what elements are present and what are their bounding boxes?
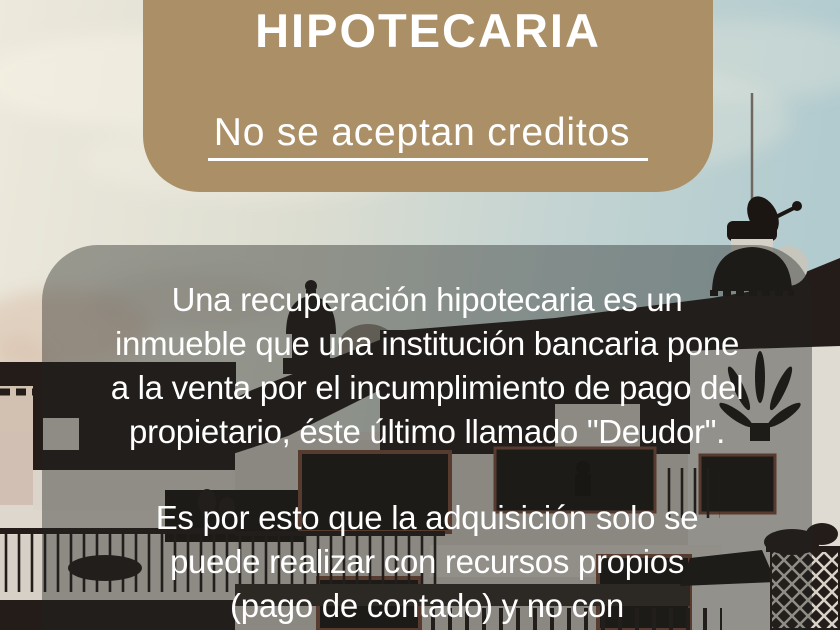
paragraph-line: inmueble que una institución bancaria pone <box>114 325 740 362</box>
paragraph-line: (pago de contado) y no con <box>230 587 624 624</box>
banner-subtitle <box>143 112 713 154</box>
paragraph-line: a la venta por el incumplimiento de pago del <box>110 369 744 406</box>
banner-title: HIPOTECARIA <box>255 4 601 57</box>
paragraph-line: propietario, éste último llamado "Deudor". <box>129 413 725 450</box>
paragraph-line: Es por esto que la adquisición solo se <box>155 499 699 536</box>
body-text <box>14 278 840 628</box>
banner-subtitle-text: No se aceptan creditos <box>208 111 649 161</box>
paragraph-line: Una recuperación hipotecaria es un <box>171 281 683 318</box>
paragraph-gap <box>14 454 840 496</box>
promo-banner <box>143 0 713 192</box>
paragraph-line: puede realizar con recursos propios <box>169 543 685 580</box>
